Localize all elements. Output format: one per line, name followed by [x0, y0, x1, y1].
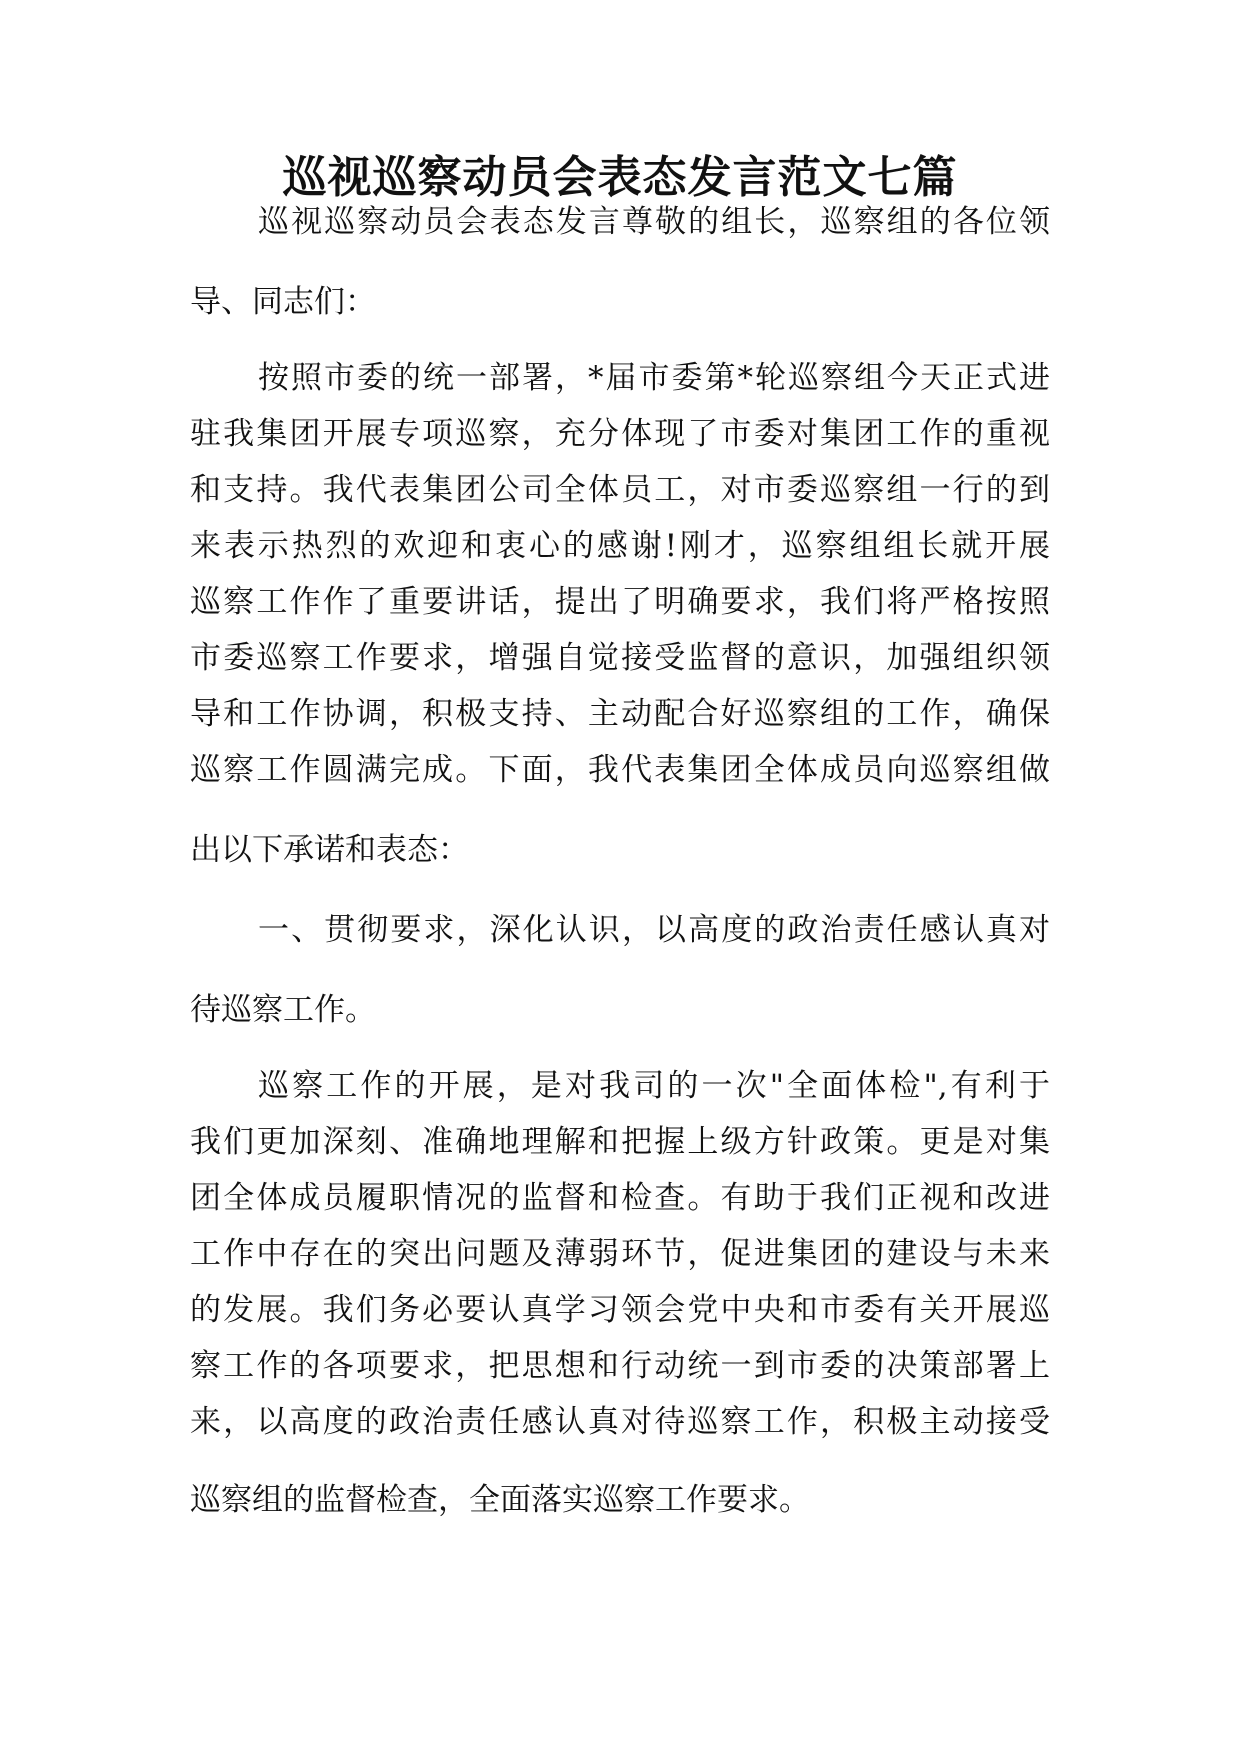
section-heading-line: 一、贯彻要求，深化认识，以高度的政治责任感认真对 — [258, 912, 1050, 948]
paragraph-line: 巡视巡察动员会表态发言尊敬的组长，巡察组的各位领 — [258, 204, 1050, 240]
document-title: 巡视巡察动员会表态发言范文七篇 — [282, 152, 958, 203]
paragraph-line: 的发展。我们务必要认真学习领会党中央和市委有关开展巡 — [190, 1292, 1050, 1328]
paragraph-line: 驻我集团开展专项巡察，充分体现了市委对集团工作的重视 — [190, 416, 1050, 452]
paragraph-line: 来表示热烈的欢迎和衷心的感谢!刚才，巡察组组长就开展 — [190, 528, 1050, 564]
paragraph-line: 巡察工作作了重要讲话，提出了明确要求，我们将严格按照 — [190, 584, 1050, 620]
paragraph-line: 察工作的各项要求，把思想和行动统一到市委的决策部署上 — [190, 1348, 1050, 1384]
paragraph-line: 市委巡察工作要求，增强自觉接受监督的意识，加强组织领 — [190, 640, 1050, 676]
paragraph-line: 导和工作协调，积极支持、主动配合好巡察组的工作，确保 — [190, 696, 1050, 732]
paragraph-line: 出以下承诺和表态： — [190, 832, 469, 868]
paragraph-line: 我们更加深刻、准确地理解和把握上级方针政策。更是对集 — [190, 1124, 1050, 1160]
paragraph-line: 来，以高度的政治责任感认真对待巡察工作，积极主动接受 — [190, 1404, 1050, 1440]
paragraph-line: 团全体成员履职情况的监督和检查。有助于我们正视和改进 — [190, 1180, 1050, 1216]
paragraph-line: 导、同志们： — [190, 284, 376, 320]
paragraph-line: 巡察工作圆满完成。下面，我代表集团全体成员向巡察组做 — [190, 752, 1050, 788]
paragraph-line: 巡察工作的开展，是对我司的一次"全面体检",有利于 — [258, 1068, 1050, 1104]
paragraph-line: 和支持。我代表集团公司全体员工，对市委巡察组一行的到 — [190, 472, 1050, 508]
paragraph-line: 工作中存在的突出问题及薄弱环节，促进集团的建设与未来 — [190, 1236, 1050, 1272]
paragraph-line: 巡察组的监督检查，全面落实巡察工作要求。 — [190, 1482, 810, 1518]
paragraph-line: 按照市委的统一部署，*届市委第*轮巡察组今天正式进 — [258, 360, 1050, 396]
section-heading-line: 待巡察工作。 — [190, 992, 376, 1028]
